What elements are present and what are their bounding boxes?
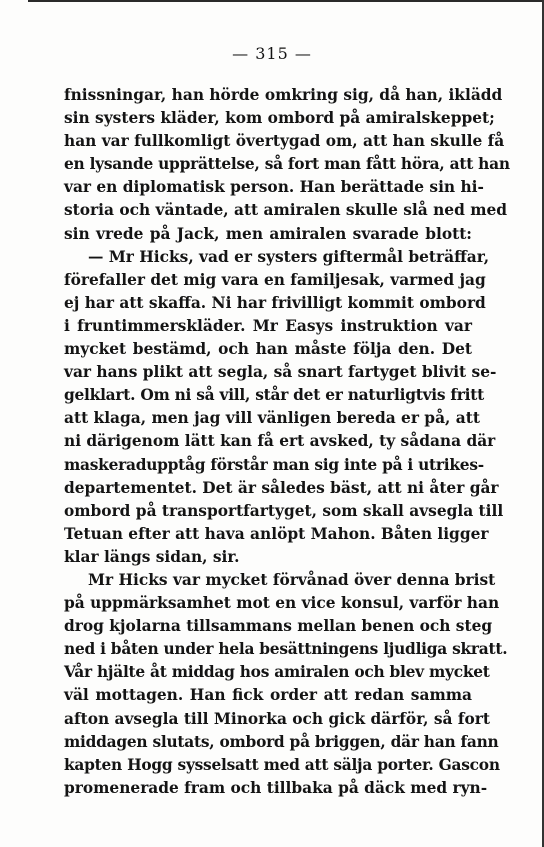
text-line: maskeradupptåg förstår man sig inte på i utrikes-	[64, 455, 484, 474]
text-line: afton avsegla till Minorka och gick därför, så fort	[64, 709, 490, 728]
text-line: sin systers kläder, kom ombord på amiralskeppet;	[64, 109, 495, 128]
text-line: Tetuan efter att hava anlöpt Mahon. Båten ligger	[64, 524, 489, 543]
text-line: han var fullkomligt övertygad om, att han skulle få	[64, 132, 505, 151]
text-line: Mr Hicks var mycket förvånad över denna brist	[88, 570, 496, 589]
text-line: var hans plikt att segla, så snart fartyget blivit se-	[64, 363, 497, 382]
text-line: Vår hjälte åt middag hos amiralen och blev mycket	[64, 663, 490, 682]
text-line: sin vrede på Jack, men amiralen svarade blott:	[64, 224, 472, 243]
text-line: på uppmärksamhet mot en vice konsul, varför han	[64, 594, 500, 613]
text-line: väl mottagen. Han fick order att redan samma	[64, 686, 472, 705]
text-line: middagen slutats, ombord på briggen, där han fann	[64, 732, 499, 751]
text-line: promenerade fram och tillbaka på däck med ryn-	[64, 778, 488, 797]
text-line: i fruntimmerskläder. Mr Easys instruktion var	[64, 316, 472, 335]
text-line: kapten Hogg sysselsatt med att sälja porter. Gascon	[64, 755, 500, 774]
text-line: mycket bestämd, och han måste följa den. Det	[64, 340, 472, 359]
text-line: — Mr Hicks, vad er systers giftermål beträffar,	[88, 247, 490, 266]
text-line: ej har att skaffa. Ni har frivilligt kommit ombord	[64, 293, 486, 312]
page-number: — 315 —	[232, 44, 312, 63]
text-line: var en diplomatisk person. Han berättade sin hi-	[64, 178, 484, 197]
body-text	[64, 84, 510, 800]
text-line: ned i båten under hela besättningens ljudliga skratt.	[64, 640, 508, 659]
text-line: att klaga, men jag vill vänligen bereda er på, att	[64, 409, 480, 428]
text-line: ombord på transportfartyget, som skall avsegla till	[64, 501, 504, 520]
text-line: ni därigenom lätt kan få ert avsked, ty sådana där	[64, 432, 496, 451]
text-line: förefaller det mig vara en familjesak, varmed jag	[64, 270, 486, 289]
text-line: fnissningar, han hörde omkring sig, då han, iklädd	[64, 86, 503, 104]
top-border-line	[28, 0, 544, 2]
text-line: departementet. Det är således bäst, att ni åter går	[64, 478, 499, 497]
text-line: drog kjolarna tillsammans mellan benen och steg	[64, 617, 493, 636]
text-line: gelklart. Om ni så vill, står det er naturligtvis fritt	[64, 386, 484, 405]
text-line: en lysande upprättelse, så fort man fått höra, att han	[64, 155, 510, 174]
text-line: klar längs sidan, sir.	[64, 547, 240, 566]
text-line: storia och väntade, att amiralen skulle slå ned med	[64, 201, 508, 220]
